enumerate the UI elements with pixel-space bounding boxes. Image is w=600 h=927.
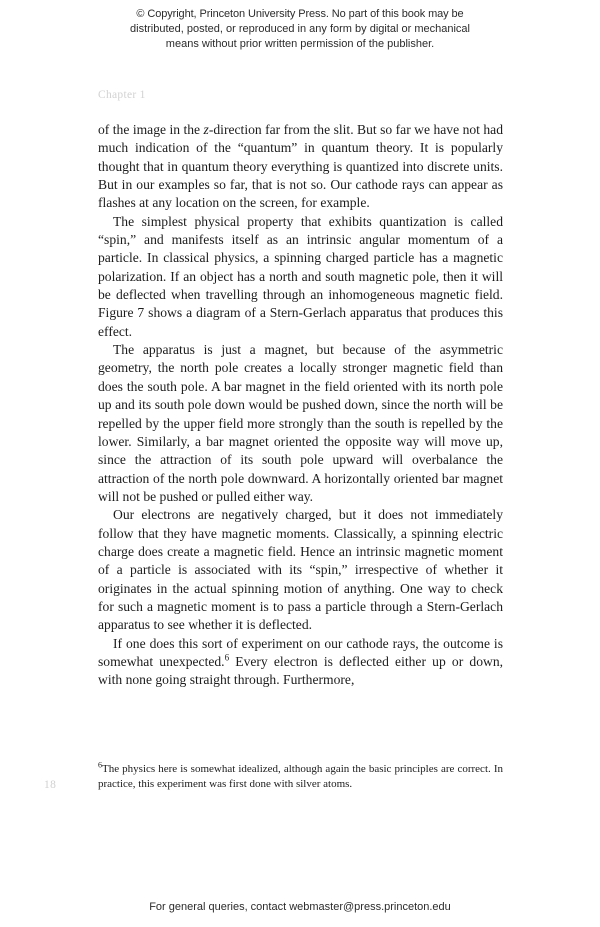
copyright-line-3: means without prior written permission of the publisher.: [165, 38, 435, 51]
footnote: [98, 762, 503, 793]
body-paragraph: of the image in the z-direction far from the slit. But so far we have not had much indication of the “quantum” in quantum theory. It is popularly thought that in quantum theory everything is quantized into discrete units. But in our examples so far, that is not so. Our cathode rays can appear as flashes at any location on the screen, for example.: [98, 122, 504, 211]
footnote-marker: 6: [98, 760, 102, 770]
page-footer: For general queries, contact webmaster@press.princeton.edu: [149, 901, 451, 913]
copyright-notice: [98, 7, 502, 53]
running-head-chapter: Chapter 1: [98, 89, 146, 101]
body-paragraph: The apparatus is just a magnet, but because of the asymmetric geometry, the north pole creates a locally stronger magnetic field than does the south pole. A bar magnet in the field oriented with its north pole up and its south pole down would be pushed down, since the north will be repelled by the upper field more strongly than the south is repelled by the lower. Similarly, a bar magnet oriented the opposite way will move up, since the attraction of its south pole upward will overbalance the attraction of the north pole downward. A horizontally oriented bar magnet will not be pushed or pulled either way.: [98, 342, 503, 504]
body-paragraph: If one does this sort of experiment on our cathode rays, the outcome is somewhat unexpected.$^6$ Every electron is deflected either up or down, with none going straight through. Furthermore,: [98, 635, 504, 688]
footnote-text: The physics here is somewhat idealized, although again the basic principles are correct. In practice, this experiment was first done with silver atoms.: [98, 763, 503, 791]
body-paragraph: The simplest physical property that exhibits quantization is called “spin,” and manifests itself as an intrinsic angular momentum of a particle. In classical physics, a spinning charged particle has a magnetic polarization. If an object has a north and south magnetic pole, then it will be deflected when travelling through an inhomogeneous magnetic field. Figure 7 shows a diagram of a Stern-Gerlach apparatus that produces this effect.: [98, 213, 503, 339]
copyright-line-1: © Copyright, Princeton University Press. No part of this book may be: [136, 8, 464, 20]
body-paragraph: Our electrons are negatively charged, but it does not immediately follow that they have magnetic moments. Classically, a spinning electric charge does create a magnetic field. Hence an intrinsic magnetic moment of a particle is associated with its “spin,” irrespective of whether it originates in the actual spinning motion of anything. One way to check for such a magnetic moment is to pass a particle through a Stern-Gerlach apparatus to see whether it is deflected.: [98, 507, 503, 633]
page-number: 18: [44, 779, 57, 791]
copyright-line-2: distributed, posted, or reproduced in any form by digital or mechanical: [130, 23, 470, 36]
body-text-column: [98, 121, 503, 690]
